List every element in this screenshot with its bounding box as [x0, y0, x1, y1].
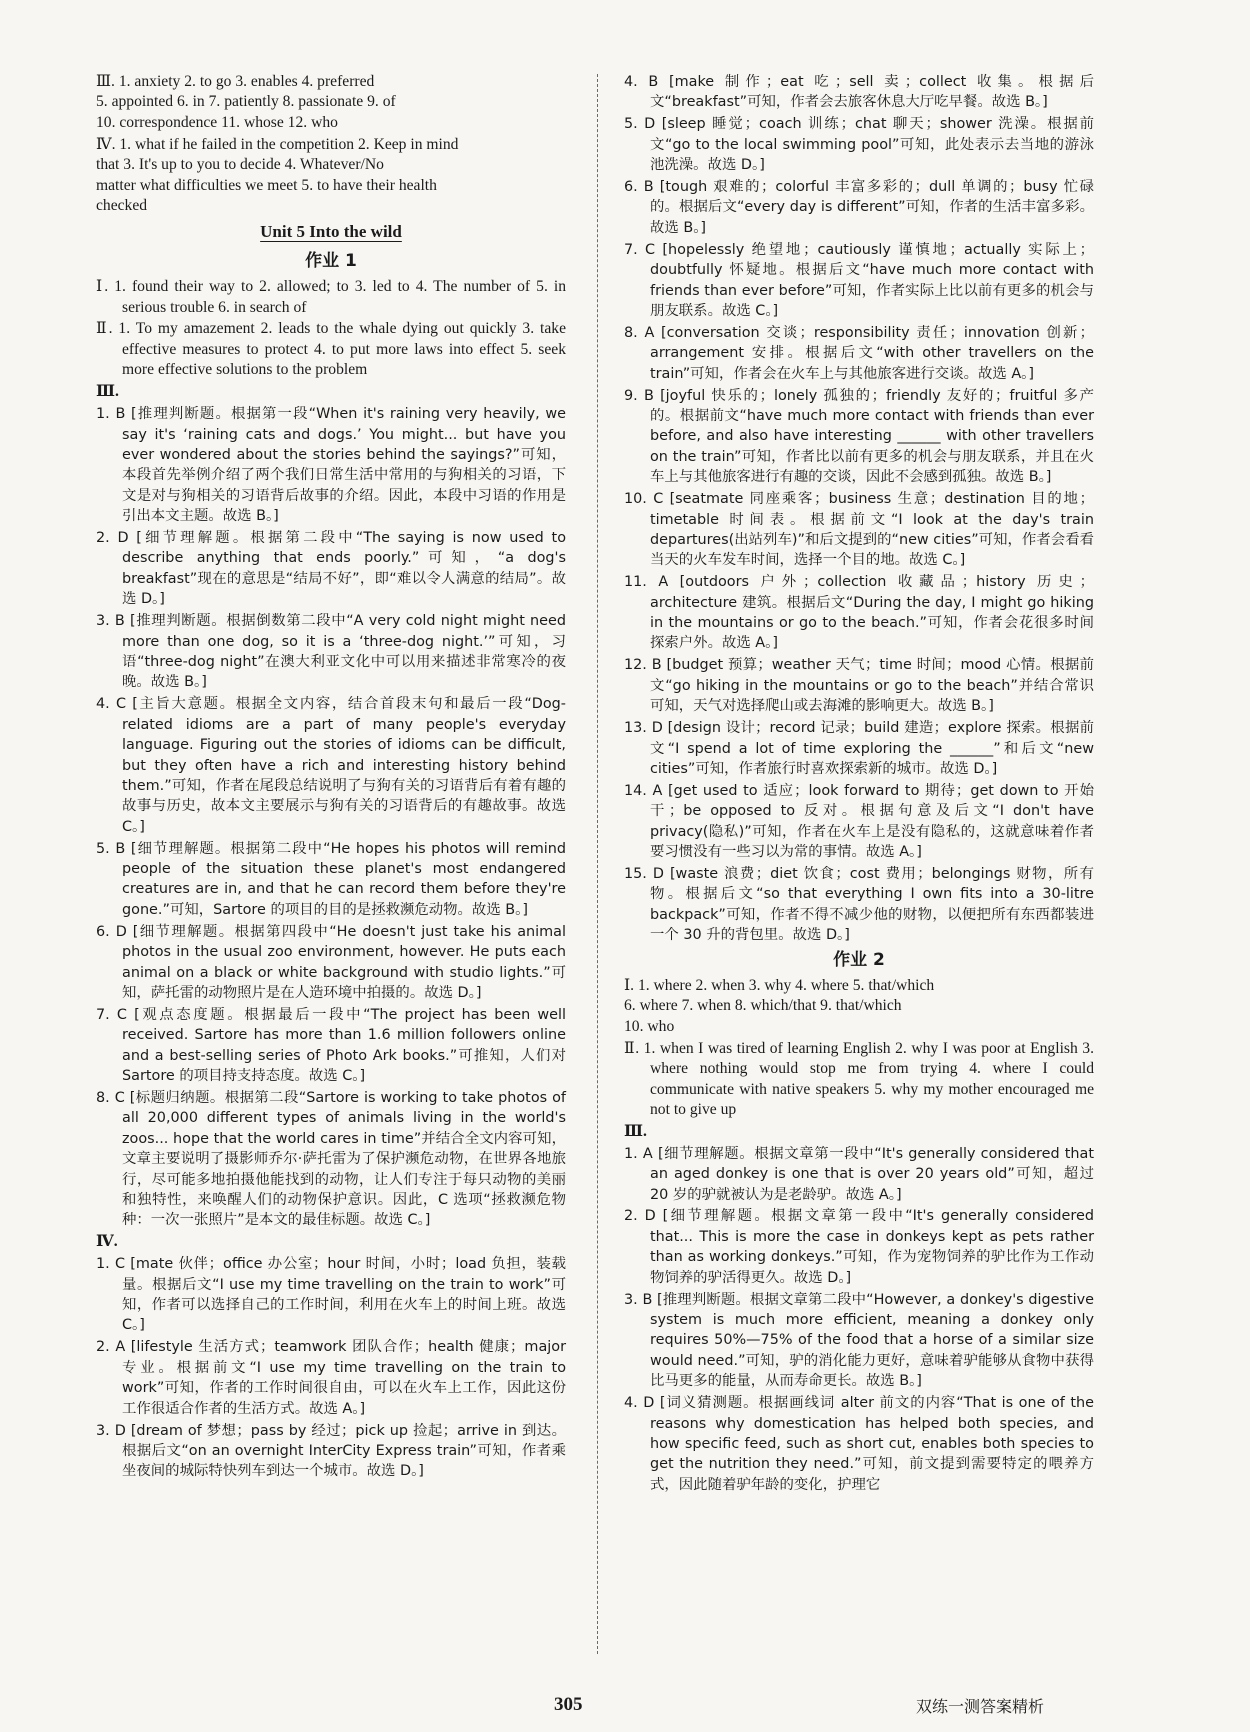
- answer-item: 10. C [seatmate 同座乘客；business 生意；destination 目的地；timetable 时间表。根据前文“I look at the day's train departures(出站列车)”和后文提到的“new cities”可知，作者会看看当天的火车发车时间，选择一个目的地。故选 C。]: [624, 491, 1094, 569]
- text-row: 10. correspondence 11. whose 12. who: [96, 113, 338, 131]
- answer-item: 5. B [细节理解题。根据第二段中“He hopes his photos will remind people of the situation these planet's most endangered creatures are in, and that he can record them before they're gone.”可知，Sartore 的项目的目的是拯救濒危动物。故选 B。]: [96, 840, 566, 918]
- hw1-section-1: Ⅰ. 1. found their way to 2. allowed; to 3. led to 4. The number of 5. in serious trouble 6. in search of: [96, 278, 566, 316]
- answer-item: 15. D [waste 浪费；diet 饮食；cost 费用；belongings 财物，所有物。根据后文“so that everything I own fits into a 30-litre backpack”可知，作者不得不减少他的财物，以便把所有东西都装进一个 30 升的背包里。故选 D。]: [624, 865, 1094, 944]
- answer-item: 8. A [conversation 交谈；responsibility 责任；innovation 创新；arrangement 安排。根据后文“with other travellers on the train”可知，作者会在火车上与其他旅客进行交谈。故选 A。]: [624, 324, 1094, 382]
- answer-item: 1. A [细节理解题。根据文章第一段中“It's generally considered that an aged donkey is one that is over 20 years old”可知，超过 20 岁的驴就被认为是老龄驴。故选 A。]: [624, 1145, 1094, 1203]
- answer-item: 4. B [make 制作；eat 吃；sell 卖；collect 收集。根据后文“breakfast”可知，作者会去旅客休息大厅吃早餐。故选 B。]: [624, 74, 1094, 111]
- homework-2-title: 作业 2: [833, 949, 885, 970]
- text-row: that 3. It's up to you to decide 4. Whatever/No: [96, 156, 384, 174]
- text-row: 10. who: [624, 1017, 675, 1035]
- unit4-section-3: [96, 72, 566, 133]
- answer-item: 2. A [lifestyle 生活方式；teamwork 团队合作；health 健康；major 专业。根据前文“I use my time travelling on the train to work”可知，作者的工作时间很自由，可以在火车上工作，因此这份工作很适合作者的生活方式。故选 A。]: [96, 1339, 566, 1417]
- answer-item: 2. D [细节理解题。根据第二段中“The saying is now used to describe anything that ends poorly.”可知，“a dog's breakfast”现在的意思是“结局不好”，即“难以令人满意的结局”。故选 D。]: [96, 530, 566, 608]
- hw1-section-4-label: Ⅳ.: [96, 1233, 118, 1251]
- left-column: [96, 72, 566, 1483]
- answer-item: 3. B [推理判断题。根据倒数第二段中“A very cold night might need more than one dog, so it is a ‘three-dog night.’”可知，习语“three-dog night”在澳大利亚文化中可以用来描述非常寒冷的夜晚。故选 B。]: [96, 613, 566, 691]
- answer-item: 6. D [细节理解题。根据第四段中“He doesn't just take his animal photos in the usual zoo environment, however. He puts each animal on a black or white background with studio lights.”可知，萨托雷的动物照片是在人造环境中拍摄的。故选 D。]: [96, 923, 566, 1001]
- answer-item: 8. C [标题归纳题。根据第二段“Sartore is working to take photos of all 20,000 different types of animals living in the world's zoos... hope that the world cares in time”并结合全文内容可知，文章主要说明了摄影师乔尔·萨托雷为了保护濒危动物，在世界各地旅行，尽可能多地拍摄他能找到的动物，让人们专注于每只动物的美丽和独特性，来唤醒人们的动物保护意识。因此，C 选项“拯救濒危物种：一次一张照片”是本文的最佳标题。故选 C。]: [96, 1090, 566, 1229]
- hw1-section-2: Ⅱ. 1. To my amazement 2. leads to the whale dying out quickly 3. take effective measures to protect 4. to put more laws into effect 5. seek more effective solutions to the problem: [96, 320, 566, 379]
- answer-item: 2. D [细节理解题。根据文章第一段中“It's generally considered that... This is more the case in donkeys kept as pets rather than as working donkeys.”可知，作为宠物饲养的驴比作为工作动物饲养的驴活得更久。故选 D。]: [624, 1208, 1094, 1286]
- right-column: [624, 72, 1094, 1497]
- hw2-section-2: Ⅱ. 1. when I was tired of learning English 2. why I was poor at English 3. where nothing would stop me from trying 4. where I could communicate with native speakers 5. why my mother encouraged me not to give up: [624, 1039, 1094, 1118]
- book-title: 双练一测答案精析: [916, 1697, 1045, 1716]
- answer-item: 1. B [推理判断题。根据第一段“When it's raining very heavily, we say it's ‘raining cats and dogs.’ You might... but have you ever wondered about the stories behind the sayings?”可知，本段首先举例介绍了两个我们日常生活中常用的与狗相关的习语，下文是对与狗相关的习语背后故事的介绍。因此，本段中习语的作用是引出本文主题。故选 B。]: [96, 406, 566, 525]
- text-row: checked: [96, 196, 148, 214]
- answer-item: 11. A [outdoors 户外；collection 收藏品；history 历史；architecture 建筑。根据后文“During the day, I might go hiking in the mountains or go to the beach.”可知，作者会花很多时间探索户外。故选 A。]: [624, 574, 1094, 652]
- answer-item: 9. B [joyful 快乐的；lonely 孤独的；friendly 友好的；fruitful 多产的。根据前文“have much more contact with friends than ever before, and also have interesting ______ with other travellers on the train”可知，作者比以前有更多的机会与朋友联系，并且在火车上与其他旅客进行有趣的交谈，因此不会感到孤独。故选 B。]: [624, 387, 1094, 486]
- hw2-section-1: [624, 976, 1094, 1037]
- answer-item: 4. C [主旨大意题。根据全文内容，结合首段末句和最后一段“Dog-related idioms are a part of many people's everyday language. Figuring out the stories of idioms can be difficult, but they often have a rich and interesting history behind them.”可知，作者在尾段总结说明了与狗有关的习语背后有着有趣的故事与历史，故本文主要展示与狗有关的习语背后的有趣故事。故选 C。]: [96, 696, 566, 835]
- answer-item: 14. A [get used to 适应；look forward to 期待；get down to 开始干；be opposed to 反对。根据句意及后文“I don't have privacy(隐私)”可知，作者在火车上是没有隐私的，这就意味着作者要习惯没有一些习以为常的事情。故选 A。]: [624, 782, 1094, 861]
- answer-item: 12. B [budget 预算；weather 天气；time 时间；mood 心情。根据前文“go hiking in the mountains or go to the beach”并结合常识可知，天气对选择爬山或去海滩的影响更大。故选 B。]: [624, 657, 1094, 715]
- hw2-section-3-label: Ⅲ.: [624, 1122, 647, 1140]
- answer-item: 4. D [词义猜测题。根据画线词 alter 前文的内容“That is one of the reasons why domestication has helped both species, and how specific feed, such as short cut, enables both species to get the nutrition they need.”可知，前文提到需要特定的喂养方式，因此随着驴年龄的变化，护理它: [624, 1395, 1094, 1493]
- answer-item: 3. B [推理判断题。根据文章第二段中“However, a donkey's digestive system is much more efficient, meaning a donkey only requires 50%—75% of the food that a horse of a similar size would need.”可知，驴的消化能力更好，意味着驴能够从食物中获得比马更多的能量，从而寿命更长。故选 B。]: [624, 1291, 1094, 1390]
- answer-item: 7. C [观点态度题。根据最后一段中“The project has been well received. Sartore has more than 1.6 million followers online and a best-selling series of Photo Ark books.”可推知，人们对 Sartore 的项目持支持态度。故选 C。]: [96, 1006, 566, 1085]
- answer-item: 5. D [sleep 睡觉；coach 训练；chat 聊天；shower 洗澡。根据前文“go to the local swimming pool”可知，此处表示去当地的游泳池洗澡。故选 D。]: [624, 116, 1094, 174]
- page-number: 305: [554, 1694, 583, 1715]
- text-row: 5. appointed 6. in 7. patiently 8. passionate 9. of: [96, 93, 396, 111]
- answer-item: 3. D [dream of 梦想；pass by 经过；pick up 捡起；arrive in 到达。根据后文“on an overnight InterCity Express train”可知，作者乘坐夜间的城际特快列车到达一个城市。故选 D。]: [96, 1422, 566, 1480]
- text-row: matter what difficulties we meet 5. to have their health: [96, 176, 437, 194]
- text-row: 6. where 7. when 8. which/that 9. that/which: [624, 997, 902, 1015]
- text-row: Ⅲ. 1. anxiety 2. to go 3. enables 4. preferred: [96, 73, 375, 90]
- homework-1-title: 作业 1: [305, 250, 357, 271]
- text-row: Ⅰ. 1. where 2. when 3. why 4. where 5. that/which: [624, 976, 935, 994]
- answer-item: 6. B [tough 艰难的；colorful 丰富多彩的；dull 单调的；busy 忙碌的。根据后文“every day is different”可知，作者的生活丰富多彩。故选 B。]: [624, 179, 1094, 236]
- answer-item: 7. C [hopelessly 绝望地；cautiously 谨慎地；actually 实际上；doubtfully 怀疑地。根据后文“have much more contact with friends than ever before”可知，作者实际上比以前有更多的机会与朋友联系。故选 C。]: [624, 241, 1094, 319]
- unit-title: Unit 5 Into the wild: [260, 222, 402, 242]
- hw1-section-3-label: Ⅲ.: [96, 383, 119, 401]
- answer-item: 13. D [design 设计；record 记录；build 建造；explore 探索。根据前文“I spend a lot of time exploring the ______”和后文“new cities”可知，作者旅行时喜欢探索新的城市。故选 D。]: [624, 720, 1094, 777]
- text-row: Ⅳ. 1. what if he failed in the competition 2. Keep in mind: [96, 135, 459, 153]
- answer-item: 1. C [mate 伙伴；office 办公室；hour 时间，小时；load 负担，装载量。根据后文“I use my time travelling on the train to work”可知，作者可以选择自己的工作时间，利用在火车上的时间上班。故选 C。]: [96, 1256, 566, 1334]
- unit4-section-4: [96, 135, 566, 217]
- column-divider: [597, 74, 598, 1654]
